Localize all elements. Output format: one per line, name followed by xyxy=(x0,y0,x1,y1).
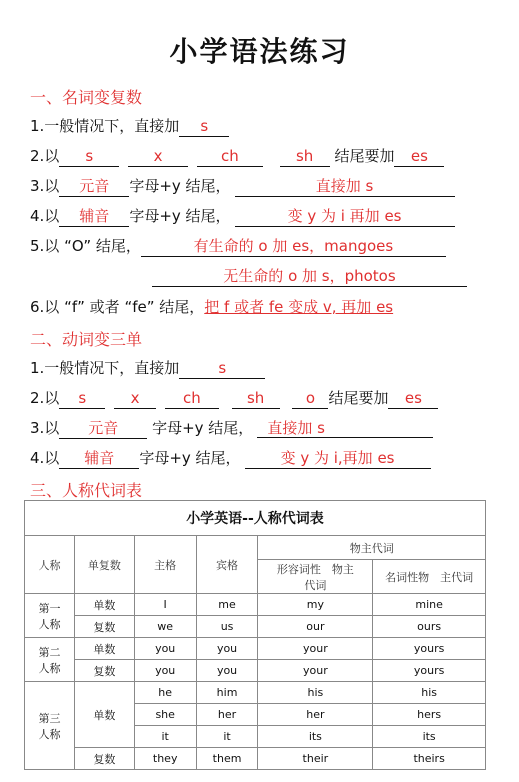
answer-blank: x xyxy=(114,389,156,409)
cell: you xyxy=(196,638,258,660)
answer-text: 把 f 或者 fe 变成 v, 再加 es xyxy=(204,298,394,316)
cell: you xyxy=(196,660,258,682)
rule-text: 4.以 xyxy=(30,207,60,225)
number-cell: 复数 xyxy=(74,660,134,682)
answer-blank: sh xyxy=(280,147,330,167)
header-adj-possessive: 形容词性 物主代词 xyxy=(258,560,373,594)
cell: mine xyxy=(373,594,486,616)
cell: he xyxy=(134,682,196,704)
answer-blank: 辅音 xyxy=(59,449,139,469)
table-caption: 小学英语--人称代词表 xyxy=(25,501,486,536)
cell: she xyxy=(134,704,196,726)
noun-rule-5 xyxy=(30,235,446,257)
cell: theirs xyxy=(373,748,486,770)
rule-text: 2.以 xyxy=(30,147,60,165)
noun-rule-3 xyxy=(30,175,455,197)
table-row xyxy=(25,748,486,770)
answer-blank: sh xyxy=(232,389,280,409)
answer-blank: s xyxy=(179,117,229,137)
header-object: 宾格 xyxy=(196,536,258,594)
answer-blank: es xyxy=(388,389,438,409)
answer-blank: o xyxy=(292,389,328,409)
person-third: 第三人称 xyxy=(25,682,75,770)
answer-blank: 变 y 为 i,再加 es xyxy=(245,449,431,469)
cell: their xyxy=(258,748,373,770)
rule-text: 结尾要加 xyxy=(328,389,389,407)
answer-blank: x xyxy=(128,147,188,167)
number-cell: 复数 xyxy=(74,616,134,638)
cell: ours xyxy=(373,616,486,638)
header-person: 人称 xyxy=(25,536,75,594)
cell: yours xyxy=(373,660,486,682)
answer-blank: 无生命的 o 加 s，photos xyxy=(152,267,467,287)
table-row xyxy=(25,638,486,660)
cell: yours xyxy=(373,638,486,660)
cell: me xyxy=(196,594,258,616)
cell: you xyxy=(134,638,196,660)
verb-rule-3 xyxy=(30,417,433,439)
person-first: 第一人称 xyxy=(25,594,75,638)
answer-blank: ch xyxy=(197,147,263,167)
cell: hers xyxy=(373,704,486,726)
noun-rule-1 xyxy=(30,115,229,137)
answer-blank: 直接加 s xyxy=(235,177,455,197)
section-heading-pronoun: 三、人称代词表 xyxy=(30,481,143,500)
header-possessive: 物主代词 xyxy=(258,536,486,560)
verb-rule-4 xyxy=(30,447,431,469)
answer-blank: es xyxy=(394,147,444,167)
table-row xyxy=(25,660,486,682)
noun-rule-6 xyxy=(30,296,393,318)
cell: we xyxy=(134,616,196,638)
cell: your xyxy=(258,638,373,660)
cell: I xyxy=(134,594,196,616)
rule-text: 3.以 xyxy=(30,419,60,437)
number-cell: 复数 xyxy=(74,748,134,770)
rule-text: 4.以 xyxy=(30,449,60,467)
cell: your xyxy=(258,660,373,682)
pronoun-table xyxy=(24,500,486,770)
answer-blank: s xyxy=(179,359,265,379)
table-row xyxy=(25,594,486,616)
table-row xyxy=(25,616,486,638)
header-noun-possessive: 名词性物 主代词 xyxy=(373,560,486,594)
cell: us xyxy=(196,616,258,638)
cell: my xyxy=(258,594,373,616)
header-subject: 主格 xyxy=(134,536,196,594)
noun-rule-4 xyxy=(30,205,455,227)
answer-blank: 辅音 xyxy=(59,207,129,227)
cell: you xyxy=(134,660,196,682)
answer-blank: 元音 xyxy=(59,177,129,197)
rule-text: 字母+y 结尾， xyxy=(129,177,231,195)
header-number: 单复数 xyxy=(74,536,134,594)
cell: they xyxy=(134,748,196,770)
cell: her xyxy=(258,704,373,726)
cell: it xyxy=(196,726,258,748)
cell: its xyxy=(258,726,373,748)
rule-text: 5.以 “O” 结尾， xyxy=(30,237,141,255)
number-cell: 单数 xyxy=(74,594,134,616)
rule-text: 结尾要加 xyxy=(334,147,395,165)
cell: it xyxy=(134,726,196,748)
cell: him xyxy=(196,682,258,704)
verb-rule-2 xyxy=(30,387,438,409)
number-cell: 单数 xyxy=(74,682,134,748)
rule-text: 6.以 “f” 或者 “fe” 结尾， xyxy=(30,298,205,316)
noun-rule-5b xyxy=(152,265,467,287)
section-heading-noun: 一、名词变复数 xyxy=(30,88,143,107)
answer-blank: 有生命的 o 加 es，mangoes xyxy=(141,237,446,257)
cell: our xyxy=(258,616,373,638)
answer-blank: s xyxy=(59,147,119,167)
verb-rule-1 xyxy=(30,357,265,379)
cell: its xyxy=(373,726,486,748)
answer-blank: 直接加 s xyxy=(257,419,433,438)
answer-blank: 元音 xyxy=(59,419,147,439)
section-heading-verb: 二、动词变三单 xyxy=(30,330,143,349)
table-row xyxy=(25,682,486,704)
number-cell: 单数 xyxy=(74,638,134,660)
cell: them xyxy=(196,748,258,770)
rule-text: 字母+y 结尾， xyxy=(152,419,254,437)
answer-blank: ch xyxy=(165,389,219,409)
rule-text: 3.以 xyxy=(30,177,60,195)
answer-blank: s xyxy=(59,389,105,409)
page-title: 小学语法练习 xyxy=(169,35,350,68)
rule-text: 字母+y 结尾， xyxy=(139,449,241,467)
answer-blank: 变 y 为 i 再加 es xyxy=(235,207,455,227)
rule-text: 1.一般情况下，直接加 xyxy=(30,359,180,377)
rule-text: 2.以 xyxy=(30,389,60,407)
person-second: 第二人称 xyxy=(25,638,75,682)
rule-text: 1.一般情况下，直接加 xyxy=(30,117,180,135)
rule-text: 字母+y 结尾， xyxy=(129,207,231,225)
cell: his xyxy=(373,682,486,704)
cell: his xyxy=(258,682,373,704)
cell: her xyxy=(196,704,258,726)
noun-rule-2 xyxy=(30,145,444,167)
